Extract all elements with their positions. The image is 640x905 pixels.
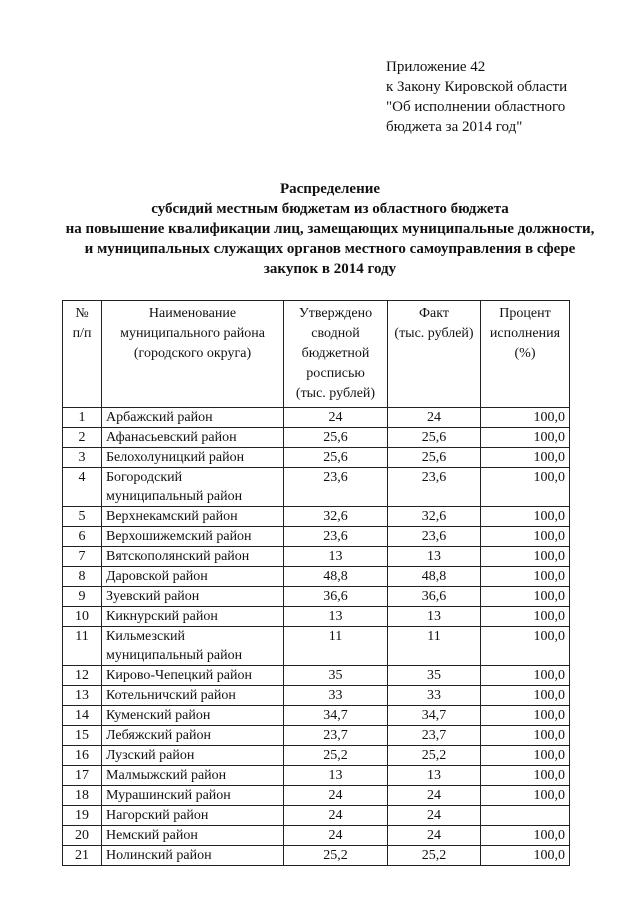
cell-fact: 32,6 [388, 507, 481, 527]
cell-district-name [102, 567, 284, 587]
cell-percent: 100,0 [481, 846, 570, 866]
cell-approved: 24 [284, 786, 388, 806]
cell-approved: 24 [284, 826, 388, 846]
cell-fact: 25,6 [388, 448, 481, 468]
district-name-line: Афанасьевский район [106, 430, 237, 445]
cell-fact: 24 [388, 826, 481, 846]
cell-fact: 13 [388, 607, 481, 627]
district-name-line: муниципальный район [106, 489, 243, 504]
cell-district-name [102, 806, 284, 826]
district-name-line: Вятскополянский район [106, 549, 250, 564]
cell-approved: 36,6 [284, 587, 388, 607]
cell-district-name [102, 686, 284, 706]
district-name-line: Малмыжский район [106, 768, 227, 783]
cell-approved: 35 [284, 666, 388, 686]
cell-percent: 100,0 [481, 686, 570, 706]
cell-district-name [102, 786, 284, 806]
table-body [63, 408, 570, 866]
cell-fact: 48,8 [388, 567, 481, 587]
cell-district-name [102, 448, 284, 468]
table-row [63, 448, 570, 468]
cell-percent [481, 806, 570, 826]
cell-fact: 25,6 [388, 428, 481, 448]
cell-num: 16 [63, 746, 102, 766]
district-name-line: Мурашинский район [106, 788, 231, 803]
cell-fact: 34,7 [388, 706, 481, 726]
cell-approved: 25,6 [284, 428, 388, 448]
district-name-line: Даровской район [106, 569, 208, 584]
cell-approved: 25,2 [284, 846, 388, 866]
cell-approved: 23,7 [284, 726, 388, 746]
appendix-line: "Об исполнении областного [386, 99, 566, 115]
cell-percent: 100,0 [481, 607, 570, 627]
appendix-line: к Закону Кировской области [386, 79, 568, 95]
table-row [63, 607, 570, 627]
title-line: Распределение [279, 181, 381, 197]
cell-approved: 24 [284, 806, 388, 826]
cell-fact: 36,6 [388, 587, 481, 607]
cell-fact: 13 [388, 766, 481, 786]
header-approved: Утверждено сводной бюджетной росписью (тыс. рублей) [284, 301, 388, 408]
table-row [63, 766, 570, 786]
cell-fact: 25,2 [388, 746, 481, 766]
cell-approved: 34,7 [284, 706, 388, 726]
table-row [63, 547, 570, 567]
cell-approved: 48,8 [284, 567, 388, 587]
cell-fact: 23,6 [388, 468, 481, 507]
district-name-line: Немский район [106, 828, 198, 843]
cell-fact: 35 [388, 666, 481, 686]
cell-num: 13 [63, 686, 102, 706]
header-fact: Факт (тыс. рублей) [388, 301, 481, 408]
cell-district-name [102, 846, 284, 866]
cell-num: 19 [63, 806, 102, 826]
district-name-line: Белохолуницкий район [106, 450, 245, 465]
table-row [63, 527, 570, 547]
cell-district-name [102, 507, 284, 527]
header-percent: Процент исполнения (%) [481, 301, 570, 408]
document-title [40, 179, 620, 279]
cell-percent: 100,0 [481, 627, 570, 666]
table-row [63, 567, 570, 587]
cell-percent: 100,0 [481, 468, 570, 507]
cell-district-name [102, 706, 284, 726]
cell-approved: 11 [284, 627, 388, 666]
cell-approved: 13 [284, 547, 388, 567]
table-row [63, 428, 570, 448]
cell-fact: 24 [388, 786, 481, 806]
subsidy-table [62, 300, 570, 866]
table-row [63, 846, 570, 866]
table-row [63, 726, 570, 746]
title-line: и муниципальных служащих органов местного самоуправления в сфере [84, 241, 576, 257]
cell-num: 20 [63, 826, 102, 846]
cell-district-name [102, 766, 284, 786]
table-row [63, 627, 570, 666]
appendix-note [386, 57, 567, 137]
cell-fact: 25,2 [388, 846, 481, 866]
cell-district-name [102, 726, 284, 746]
cell-fact: 11 [388, 627, 481, 666]
cell-approved: 32,6 [284, 507, 388, 527]
cell-num: 7 [63, 547, 102, 567]
table-row [63, 786, 570, 806]
table-row [63, 468, 570, 507]
cell-num: 21 [63, 846, 102, 866]
cell-fact: 24 [388, 806, 481, 826]
cell-district-name [102, 666, 284, 686]
cell-percent: 100,0 [481, 666, 570, 686]
cell-district-name [102, 428, 284, 448]
table-row [63, 666, 570, 686]
cell-percent: 100,0 [481, 726, 570, 746]
table-row [63, 806, 570, 826]
cell-num: 4 [63, 468, 102, 507]
title-line: на повышение квалификации лиц, замещающих муниципальные должности, [65, 221, 595, 237]
cell-percent: 100,0 [481, 706, 570, 726]
cell-percent: 100,0 [481, 826, 570, 846]
district-name-line: Кильмезский [106, 629, 185, 644]
district-name-line: Куменский район [106, 708, 211, 723]
cell-district-name [102, 468, 284, 507]
district-name-line: Лузский район [106, 748, 195, 763]
district-name-line: Нагорский район [106, 808, 209, 823]
cell-num: 3 [63, 448, 102, 468]
cell-percent: 100,0 [481, 507, 570, 527]
cell-approved: 25,2 [284, 746, 388, 766]
cell-district-name [102, 627, 284, 666]
cell-approved: 25,6 [284, 448, 388, 468]
cell-percent: 100,0 [481, 527, 570, 547]
district-name-line: муниципальный район [106, 648, 243, 663]
title-line: закупок в 2014 году [263, 261, 397, 277]
cell-district-name [102, 746, 284, 766]
cell-percent: 100,0 [481, 567, 570, 587]
district-name-line: Кикнурский район [106, 609, 218, 624]
cell-num: 18 [63, 786, 102, 806]
cell-num: 14 [63, 706, 102, 726]
table-header-row [63, 301, 570, 408]
district-name-line: Верхошижемский район [106, 529, 252, 544]
cell-num: 15 [63, 726, 102, 746]
cell-percent: 100,0 [481, 408, 570, 428]
district-name-line: Нолинский район [106, 848, 212, 863]
district-name-line: Богородский [106, 470, 183, 485]
district-name-line: Верхнекамский район [106, 509, 238, 524]
cell-fact: 24 [388, 408, 481, 428]
cell-num: 1 [63, 408, 102, 428]
cell-percent: 100,0 [481, 587, 570, 607]
district-name-line: Лебяжский район [106, 728, 211, 743]
cell-num: 5 [63, 507, 102, 527]
cell-num: 11 [63, 627, 102, 666]
table-row [63, 507, 570, 527]
district-name-line: Кирово-Чепецкий район [106, 668, 253, 683]
table-row [63, 408, 570, 428]
cell-percent: 100,0 [481, 766, 570, 786]
cell-district-name [102, 826, 284, 846]
cell-approved: 23,6 [284, 527, 388, 547]
cell-approved: 33 [284, 686, 388, 706]
table-row [63, 686, 570, 706]
cell-district-name [102, 408, 284, 428]
cell-fact: 23,7 [388, 726, 481, 746]
cell-percent: 100,0 [481, 786, 570, 806]
district-name-line: Котельничский район [106, 688, 236, 703]
district-name-line: Зуевский район [106, 589, 200, 604]
cell-num: 12 [63, 666, 102, 686]
cell-approved: 13 [284, 766, 388, 786]
cell-fact: 23,6 [388, 527, 481, 547]
table-row [63, 746, 570, 766]
appendix-line: бюджета за 2014 год" [386, 119, 523, 135]
cell-num: 10 [63, 607, 102, 627]
cell-district-name [102, 607, 284, 627]
header-name: Наименование муниципального района (городского округа) [102, 301, 284, 408]
cell-fact: 13 [388, 547, 481, 567]
district-name-line: Арбажский район [106, 410, 213, 425]
table-row [63, 587, 570, 607]
cell-fact: 33 [388, 686, 481, 706]
cell-num: 9 [63, 587, 102, 607]
cell-num: 8 [63, 567, 102, 587]
cell-district-name [102, 547, 284, 567]
table-row [63, 706, 570, 726]
cell-district-name [102, 527, 284, 547]
cell-percent: 100,0 [481, 428, 570, 448]
cell-num: 6 [63, 527, 102, 547]
cell-approved: 13 [284, 607, 388, 627]
cell-approved: 24 [284, 408, 388, 428]
cell-district-name [102, 587, 284, 607]
cell-num: 2 [63, 428, 102, 448]
cell-percent: 100,0 [481, 448, 570, 468]
cell-percent: 100,0 [481, 547, 570, 567]
title-line: субсидий местным бюджетам из областного бюджета [151, 201, 509, 217]
table-row [63, 826, 570, 846]
cell-num: 17 [63, 766, 102, 786]
appendix-line: Приложение 42 [386, 59, 486, 75]
cell-percent: 100,0 [481, 746, 570, 766]
cell-approved: 23,6 [284, 468, 388, 507]
header-num: № п/п [63, 301, 102, 408]
